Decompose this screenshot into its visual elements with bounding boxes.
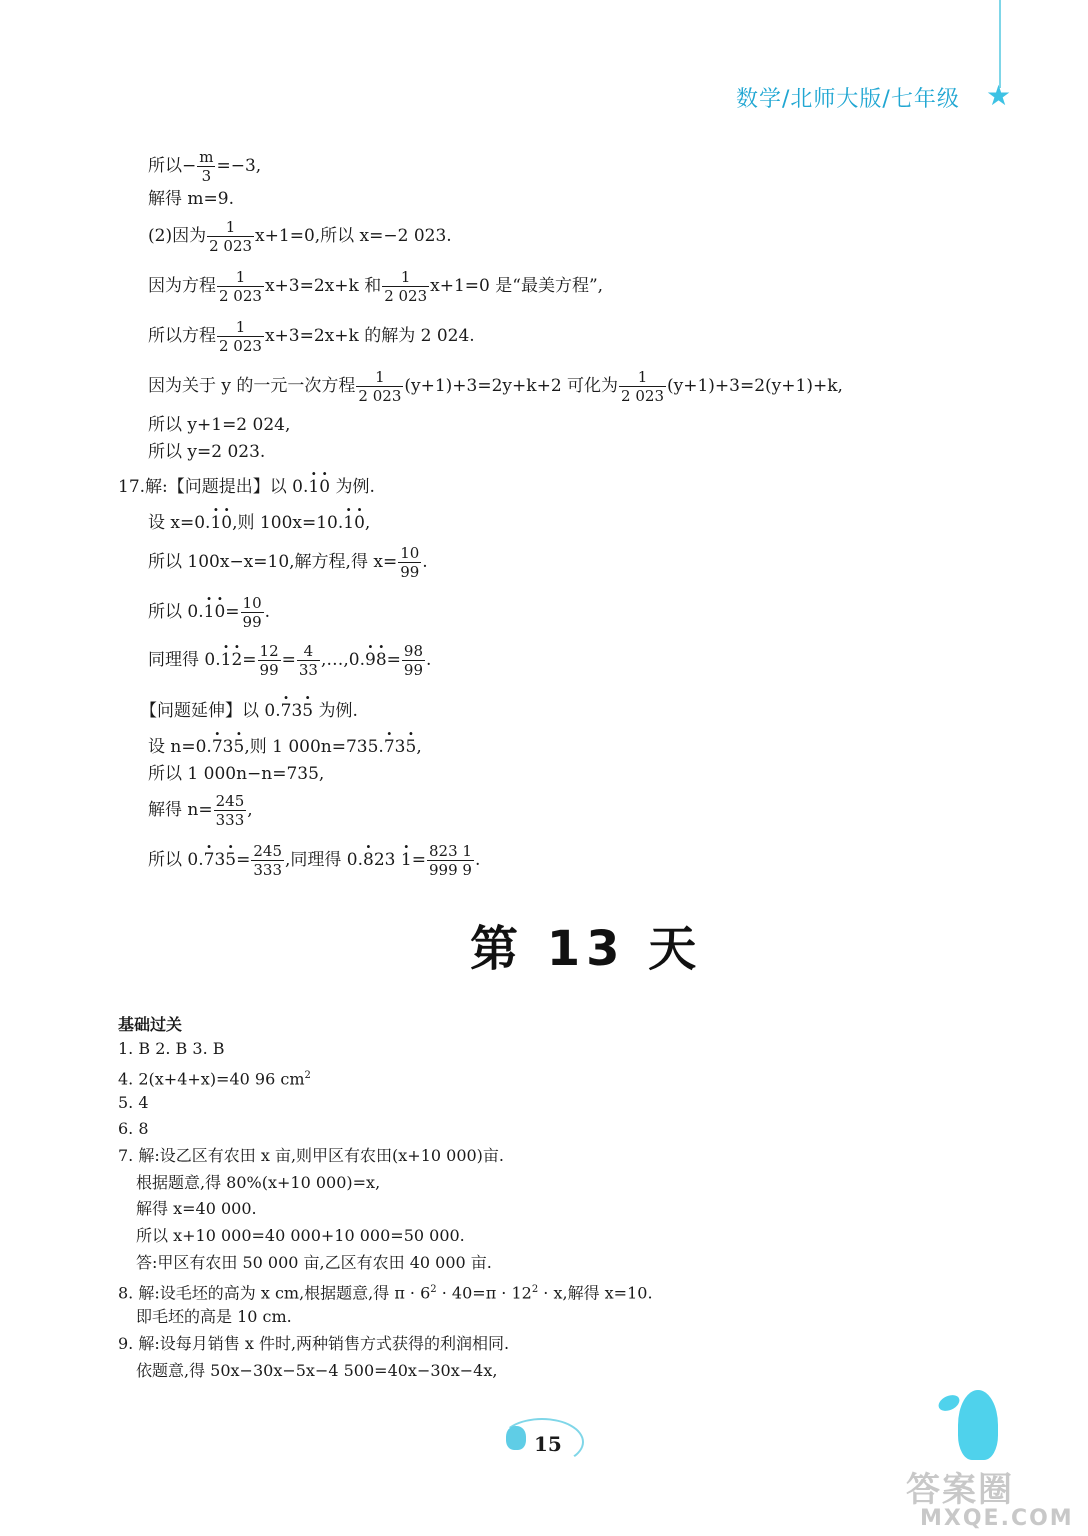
repeating-digit: · 0 bbox=[354, 513, 365, 533]
answer-line: 1. B 2. B 3. B bbox=[118, 1039, 225, 1058]
text: · 40=π · 12 bbox=[436, 1283, 532, 1303]
text: 23 bbox=[373, 850, 401, 870]
text: x+1=0,所以 x=−2 023. bbox=[255, 226, 452, 246]
text: 所以 0. bbox=[148, 850, 204, 870]
answer-line: 7. 解:设乙区有农田 x 亩,则甲区有农田(x+10 000)亩. bbox=[118, 1146, 505, 1165]
denominator: 333 bbox=[253, 861, 282, 879]
text: 因为关于 y 的一元一次方程 bbox=[148, 376, 356, 396]
repeating-digit: · 7 bbox=[204, 850, 215, 870]
day-title: 第 13 天 bbox=[470, 921, 703, 977]
solution-line: 解得 m=9. bbox=[148, 189, 234, 209]
watermark-text: 答案圈 bbox=[906, 1470, 1014, 1510]
solution-line bbox=[148, 842, 480, 879]
text: ,…,0. bbox=[320, 650, 365, 670]
fraction bbox=[619, 368, 666, 405]
repeating-digit: · 1 bbox=[401, 850, 412, 870]
repeating-digit: · 1 bbox=[221, 650, 232, 670]
text: ,则 1 000n=735. bbox=[244, 737, 384, 757]
repeating-digit: · 0 bbox=[319, 477, 330, 497]
denominator: 2 023 bbox=[621, 387, 664, 405]
repeating-digit: · 1 bbox=[210, 513, 221, 533]
text: 17.解:【问题提出】以 0. bbox=[118, 477, 309, 497]
text: 解得 n= bbox=[148, 800, 213, 820]
solution-line bbox=[148, 318, 475, 355]
repeating-digit: · 8 bbox=[376, 650, 387, 670]
repeating-digit: · 5 bbox=[233, 737, 244, 757]
denominator: 99 bbox=[403, 661, 423, 679]
fraction bbox=[382, 268, 429, 305]
text: =−3, bbox=[216, 156, 262, 176]
text: 所以 0. bbox=[148, 602, 204, 622]
repeating-digit: · 5 bbox=[302, 701, 313, 721]
denominator: 99 bbox=[259, 661, 279, 679]
solution-line bbox=[148, 642, 431, 679]
text: 同理得 0. bbox=[148, 650, 221, 670]
text: . bbox=[474, 850, 481, 870]
denominator: 3 bbox=[201, 167, 212, 185]
solution-line bbox=[148, 512, 370, 534]
text: ,同理得 0. bbox=[285, 850, 364, 870]
text: 3 bbox=[394, 737, 406, 757]
fraction bbox=[258, 642, 281, 679]
numerator: 1 bbox=[356, 368, 403, 387]
numerator: 1 bbox=[382, 268, 429, 287]
superscript: 2 bbox=[304, 1070, 311, 1081]
answer-line: 答:甲区有农田 50 000 亩,乙区有农田 40 000 亩. bbox=[136, 1253, 492, 1272]
text: 4. 2(x+4+x)=40 96 cm bbox=[118, 1069, 305, 1089]
denominator: 2 023 bbox=[219, 287, 262, 305]
text: = bbox=[242, 650, 257, 670]
text: . bbox=[264, 602, 271, 622]
fraction bbox=[197, 148, 215, 185]
repeating-digit: · 9 bbox=[365, 650, 376, 670]
text: , bbox=[364, 513, 371, 533]
numerator: 10 bbox=[242, 594, 262, 612]
text: 3 bbox=[222, 737, 234, 757]
page-decor-icon bbox=[506, 1426, 526, 1450]
numerator: 10 bbox=[400, 544, 420, 562]
text: . bbox=[426, 650, 432, 670]
watermark-url: MXQE.COM bbox=[920, 1506, 1074, 1531]
fraction bbox=[217, 318, 264, 355]
text: 所以− bbox=[148, 156, 197, 176]
fraction bbox=[398, 544, 421, 581]
numerator: 1 bbox=[217, 318, 264, 337]
denominator: 2 023 bbox=[219, 337, 262, 355]
numerator: 245 bbox=[253, 842, 282, 860]
page-number: 15 bbox=[534, 1432, 562, 1456]
text: (y+1)+3=2(y+1)+k, bbox=[667, 376, 843, 396]
text: = bbox=[225, 602, 240, 622]
text: x+1=0 是“最美方程”, bbox=[430, 276, 604, 296]
solution-line bbox=[148, 368, 843, 405]
answer-line: 所以 x+10 000=40 000+10 000=50 000. bbox=[136, 1226, 465, 1245]
text: 设 x=0. bbox=[148, 513, 211, 533]
text: 【问题延伸】以 0. bbox=[140, 701, 281, 721]
fraction bbox=[207, 218, 254, 255]
star-icon: ★ bbox=[986, 79, 1012, 112]
answer-line: 即毛坯的高是 10 cm. bbox=[136, 1307, 292, 1326]
answer-line: 依题意,得 50x−30x−5x−4 500=40x−30x−4x, bbox=[136, 1361, 498, 1380]
denominator: 999 9 bbox=[428, 861, 472, 879]
answer-line: 9. 解:设每月销售 x 件时,两种销售方式获得的利润相同. bbox=[118, 1334, 510, 1353]
fraction bbox=[297, 642, 320, 679]
fraction bbox=[427, 842, 474, 879]
watermark bbox=[906, 1462, 1082, 1532]
repeating-digit: · 7 bbox=[212, 737, 223, 757]
numerator: 245 bbox=[215, 792, 245, 810]
answer-line bbox=[118, 1065, 311, 1090]
denominator: 333 bbox=[215, 811, 245, 829]
text: (2)因为 bbox=[148, 226, 207, 246]
repeating-digit: · 0 bbox=[214, 602, 225, 622]
text: 8. 解:设毛坯的高为 x cm,根据题意,得 π · 6 bbox=[118, 1283, 431, 1303]
text: ,则 100x=10. bbox=[232, 513, 344, 533]
fraction bbox=[217, 268, 264, 305]
denominator: 2 023 bbox=[209, 237, 253, 255]
numerator: 1 bbox=[207, 218, 254, 237]
answer-line: 6. 8 bbox=[118, 1119, 149, 1138]
answer-line: 5. 4 bbox=[118, 1093, 149, 1112]
text: 所以方程 bbox=[148, 326, 216, 346]
text: = bbox=[411, 850, 426, 870]
text: 为例. bbox=[330, 477, 375, 497]
fraction bbox=[241, 594, 264, 631]
numerator: m bbox=[199, 148, 214, 166]
solution-line bbox=[148, 736, 422, 758]
text: · x,解得 x=10. bbox=[538, 1283, 653, 1303]
denominator: 2 023 bbox=[358, 387, 402, 405]
numerator: 1 bbox=[217, 268, 264, 287]
repeating-digit: · 7 bbox=[281, 701, 292, 721]
numerator: 823 1 bbox=[428, 842, 472, 860]
denominator: 99 bbox=[242, 613, 262, 631]
text: . bbox=[422, 552, 428, 572]
superscript: 2 bbox=[430, 1284, 437, 1295]
text: x+3=2x+k 的解为 2 024. bbox=[264, 326, 475, 346]
answer-line: 根据题意,得 80%(x+10 000)=x, bbox=[136, 1173, 381, 1192]
repeating-digit: · 1 bbox=[308, 477, 319, 497]
fraction bbox=[402, 642, 425, 679]
text: , bbox=[416, 737, 422, 757]
solution-line: 所以 y=2 023. bbox=[148, 442, 266, 462]
superscript: 2 bbox=[531, 1284, 539, 1295]
numerator: 98 bbox=[403, 642, 423, 660]
mascot-hand-icon bbox=[936, 1392, 962, 1414]
text: x+3=2x+k 和 bbox=[264, 276, 382, 296]
numerator: 1 bbox=[619, 368, 666, 387]
repeating-digit: · 5 bbox=[225, 850, 236, 870]
fraction bbox=[356, 368, 403, 405]
answer-line: 解得 x=40 000. bbox=[136, 1199, 257, 1218]
repeating-digit: · 8 bbox=[363, 850, 374, 870]
repeating-digit: · 0 bbox=[221, 513, 232, 533]
repeating-digit: · 2 bbox=[231, 650, 242, 670]
text: 因为方程 bbox=[148, 276, 216, 296]
numerator: 12 bbox=[259, 642, 279, 660]
text: = bbox=[386, 650, 401, 670]
solution-line bbox=[148, 792, 253, 829]
repeating-digit: · 5 bbox=[406, 737, 417, 757]
text: , bbox=[247, 800, 253, 820]
solution-line bbox=[148, 148, 261, 185]
repeating-digit: · 1 bbox=[204, 602, 215, 622]
solution-line bbox=[140, 700, 358, 722]
text: 所以 100x−x=10,解方程,得 x= bbox=[148, 552, 398, 572]
solution-line bbox=[148, 594, 270, 631]
text: (y+1)+3=2y+k+2 可化为 bbox=[404, 376, 619, 396]
text: 设 n=0. bbox=[148, 737, 212, 757]
solution-line bbox=[148, 268, 603, 305]
text: = bbox=[281, 650, 296, 670]
solution-line: 所以 1 000n−n=735, bbox=[148, 764, 325, 784]
text: 3 bbox=[291, 701, 303, 721]
denominator: 33 bbox=[298, 661, 318, 679]
denominator: 2 023 bbox=[384, 287, 428, 305]
solution-line bbox=[148, 218, 452, 255]
section-heading: 基础过关 bbox=[118, 1015, 183, 1034]
repeating-digit: · 1 bbox=[343, 513, 354, 533]
fraction bbox=[251, 842, 284, 879]
text: = bbox=[236, 850, 251, 870]
denominator: 99 bbox=[400, 563, 420, 581]
fraction bbox=[214, 792, 247, 829]
numerator: 4 bbox=[297, 642, 320, 661]
problem-17-heading bbox=[118, 476, 375, 498]
header-title: 数学/北师大版/七年级 bbox=[736, 87, 960, 112]
mascot-icon bbox=[958, 1390, 998, 1460]
text: 为例. bbox=[313, 701, 358, 721]
header-decor-line bbox=[999, 0, 1001, 88]
answer-line bbox=[118, 1279, 653, 1304]
solution-line: 所以 y+1=2 024, bbox=[148, 415, 291, 435]
repeating-digit: · 7 bbox=[384, 737, 395, 757]
solution-line bbox=[148, 544, 428, 581]
text: 3 bbox=[214, 850, 226, 870]
